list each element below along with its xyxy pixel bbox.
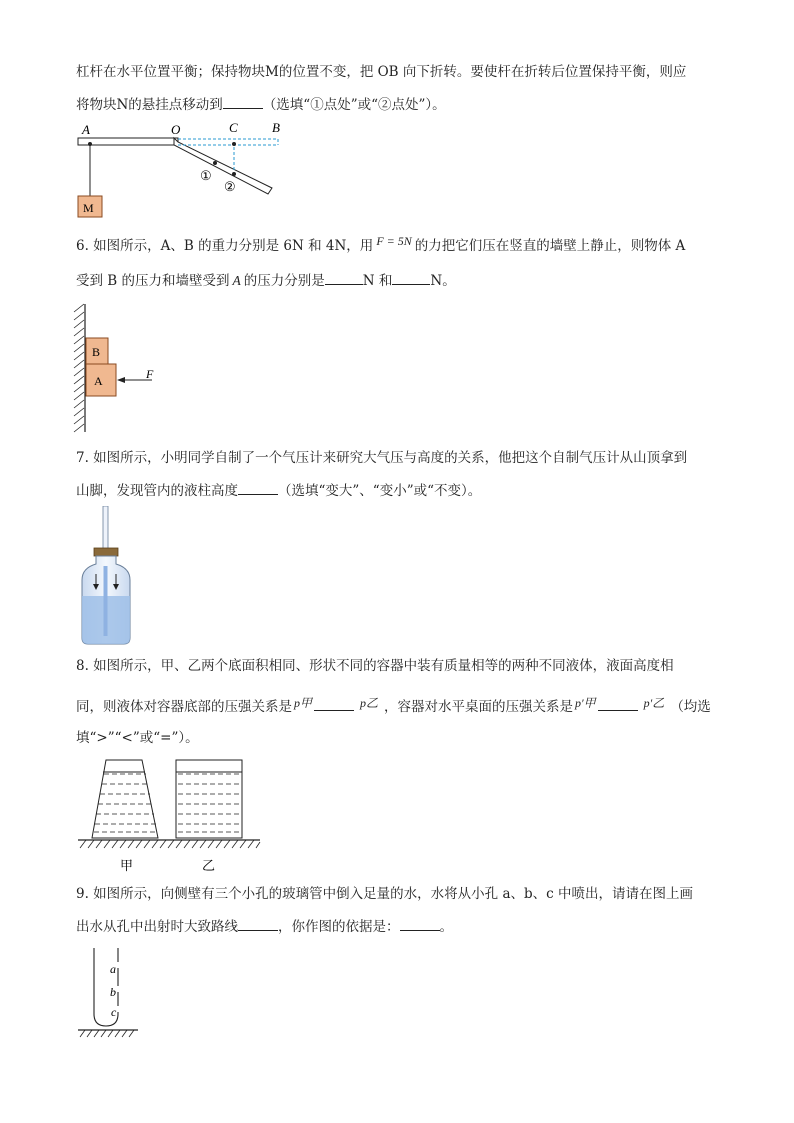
- q9-blank-1[interactable]: [238, 916, 278, 931]
- label-point-2: ②: [224, 179, 236, 194]
- ground-hatching: [80, 1030, 134, 1037]
- q5-line2-options: （选填“①点处”或“②点处”）。: [262, 97, 446, 113]
- q8-p-yi-prime: p′乙: [643, 696, 665, 710]
- lever-label-o: O: [171, 122, 181, 137]
- q6-text-a: 6. 如图所示，A、B 的重力分别是 6N 和 4N，用: [76, 238, 374, 254]
- q9-line2-b: ，你作图的依据是：: [278, 919, 400, 935]
- force-label: F: [146, 367, 154, 381]
- q6-line2-letter: A: [232, 273, 241, 288]
- bottle-cap: [94, 548, 118, 556]
- q6-text-b: 的力把它们压在竖直的墙壁上静止，则物体 A: [414, 238, 686, 254]
- point-c: [232, 142, 236, 146]
- q6-line2-b: 的压力分别是: [243, 273, 325, 289]
- block-m-label: M: [83, 201, 94, 215]
- q6-line2-a: 受到 B 的压力和墙壁受到: [76, 273, 230, 289]
- q8-line3: 填“>”“<”或“=”）。: [76, 730, 199, 746]
- q7-line1: 7. 如图所示，小明同学自制了一个气压计来研究大气压与高度的关系，他把这个自制气压计从山顶拿到: [76, 450, 688, 466]
- lever-label-c: C: [229, 120, 238, 135]
- q5-line2-text: 将物块N的悬挂点移动到: [76, 97, 223, 113]
- label-b: b: [110, 985, 116, 999]
- label-jia: 甲: [120, 859, 134, 874]
- q7-answer-blank[interactable]: [238, 480, 278, 495]
- force-arrow-head: [117, 377, 125, 383]
- wall-blocks-figure: [70, 302, 170, 434]
- q8-line2: [76, 696, 711, 717]
- q6-blank-2[interactable]: [392, 270, 430, 285]
- q9-blank-2[interactable]: [400, 916, 440, 931]
- q8-p-yi: p乙: [360, 696, 379, 710]
- block-b-label: B: [92, 345, 101, 359]
- q9-line2-c: 。: [439, 919, 453, 935]
- containers-figure: [74, 752, 264, 878]
- label-yi: 乙: [202, 859, 216, 874]
- wall-hatching: [74, 304, 84, 432]
- q6-line2-c: N 和: [362, 273, 393, 289]
- q9-line2: [76, 916, 453, 937]
- q9-line2-a: 出水从孔中出射时大致路线: [76, 919, 238, 935]
- barometer-figure: [74, 506, 138, 646]
- label-c: c: [111, 1005, 117, 1019]
- lever-figure: [70, 118, 285, 222]
- q7-line2-options: （选填“变大”、“变小”或“不变）。: [278, 483, 482, 499]
- q5-line2: [76, 94, 446, 115]
- q8-line2-a: 同，则液体对容器底部的压强关系是: [76, 699, 292, 715]
- lever-bar-folded: [174, 138, 272, 194]
- table-hatching: [80, 840, 260, 848]
- q8-p-jia: p甲: [294, 696, 313, 710]
- q8-blank-2[interactable]: [598, 696, 638, 711]
- q7-line2-text: 山脚，发现管内的液柱高度: [76, 483, 238, 499]
- point-2: [232, 172, 236, 176]
- tube-water-column: [104, 566, 108, 636]
- q8-blank-1[interactable]: [314, 696, 354, 711]
- q9-line1: 9. 如图所示，向侧壁有三个小孔的玻璃管中倒入足量的水，水将从小孔 a、b、c 中喷出，请请在图上画: [76, 886, 694, 902]
- q8-line1: 8. 如图所示，甲、乙两个底面积相同、形状不同的容器中装有质量相等的两种不同液体，液面高度相: [76, 658, 674, 674]
- tube-figure: [74, 944, 144, 1040]
- q6-formula: F = 5N: [376, 234, 412, 248]
- point-1: [213, 161, 217, 165]
- q6-line2: [76, 270, 456, 291]
- q8-p-jia-prime: p′甲: [575, 696, 596, 710]
- q5-answer-blank[interactable]: [223, 94, 263, 109]
- label-a: a: [110, 962, 116, 976]
- q5-line1: 杠杆在水平位置平衡；保持物块M的位置不变，把 OB 向下折转。要使杆在折转后位置保持平衡，则应: [76, 64, 687, 80]
- q8-line2-c: （均选: [670, 699, 711, 715]
- q6-line2-d: N。: [430, 273, 456, 289]
- lever-label-b: B: [272, 120, 280, 135]
- lever-label-a: A: [82, 122, 90, 137]
- lever-bar-left: [78, 138, 178, 145]
- q7-line2: [76, 480, 481, 501]
- q6-line1: [76, 236, 685, 256]
- q6-blank-1[interactable]: [325, 270, 363, 285]
- label-point-1: ①: [200, 168, 212, 183]
- q8-line2-b: ，容器对水平桌面的压强关系是: [384, 699, 574, 715]
- block-a-label: A: [94, 374, 103, 388]
